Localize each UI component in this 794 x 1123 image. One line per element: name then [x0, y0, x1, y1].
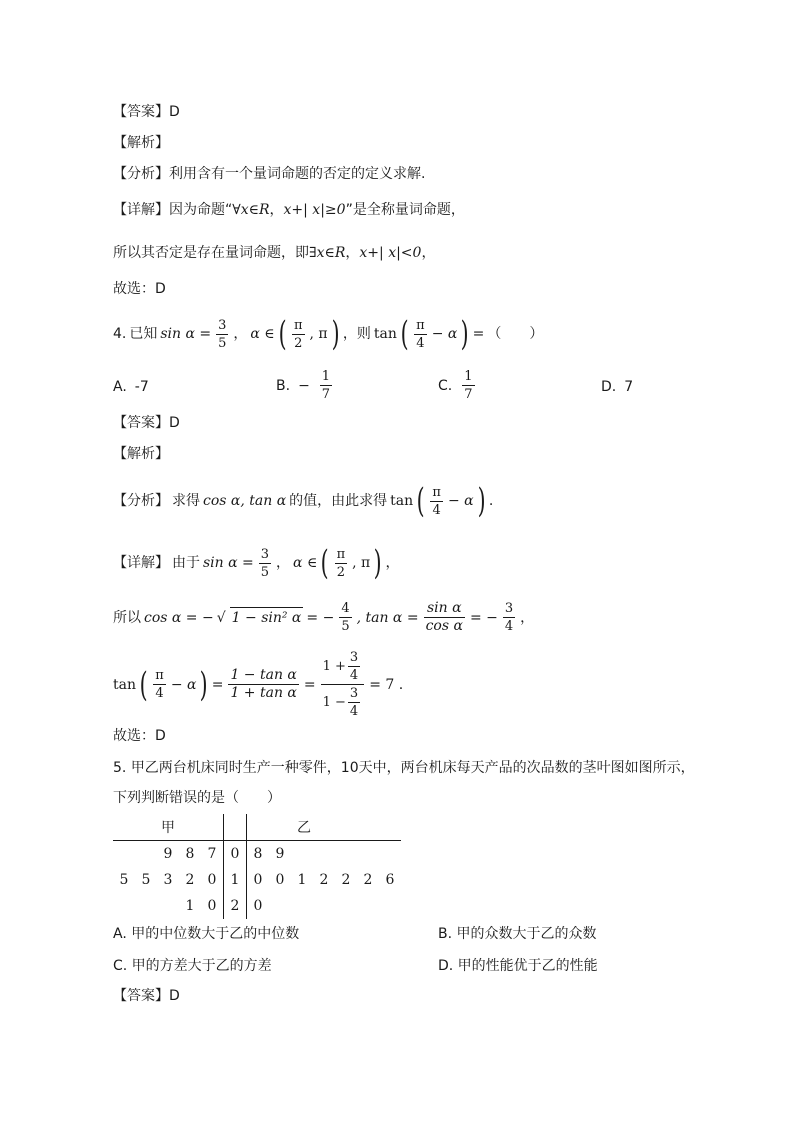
q5-stem-line1: [113, 758, 695, 778]
frac-den: 4: [416, 335, 425, 351]
frac-4-5: [339, 600, 351, 635]
leaf-cell: [269, 893, 291, 919]
q4-fenxi-line: [113, 483, 493, 519]
q5-option-d: D. 甲的性能优于乙的性能: [438, 958, 598, 974]
q5-option-c: C. 甲的方差大于乙的方差: [113, 958, 272, 974]
q4-equals-7: = 7 .: [369, 676, 404, 693]
frac-den: cos α: [425, 618, 463, 634]
frac-3-5: [259, 546, 271, 581]
q3-line2-math2: x+| x|<0: [359, 245, 422, 261]
q4-choice-line: [113, 726, 166, 746]
q4-minus-alpha: − α: [431, 326, 458, 342]
q4-analysis-label: 【解析】: [113, 446, 169, 462]
option-value: -7: [134, 379, 149, 395]
leaf-cell: [357, 893, 379, 919]
q4-option-d: [601, 377, 633, 397]
leaf-cell: 6: [385, 872, 395, 888]
frac-pi-2: [335, 546, 348, 581]
stem-header: [224, 814, 247, 841]
table-row: [113, 893, 401, 919]
right-paren-icon: ): [477, 481, 486, 521]
right-paren-icon: ): [373, 543, 382, 583]
stem-cell: 2: [224, 893, 247, 919]
leaf-cell: [113, 893, 135, 919]
leaf-cell: [135, 841, 157, 868]
inner-frac: [348, 685, 360, 720]
frac-den: 4: [504, 619, 514, 634]
q3-detail-line: [113, 200, 465, 220]
frac-den: 2: [294, 335, 303, 351]
frac-3-5: [216, 317, 228, 352]
leaf-cell: 9: [163, 846, 173, 862]
q5-answer-line: [113, 986, 180, 1006]
frac-num: π: [155, 668, 164, 683]
q3-line2-prefix: 所以其否定是存在量词命题，即: [113, 245, 309, 261]
q3-detail-line2: [113, 243, 435, 263]
leaf-cell: [335, 841, 357, 868]
q4-option-c: [438, 368, 477, 403]
frac-den: 5: [218, 335, 227, 351]
q4-then: ，则: [342, 326, 371, 342]
frac-num: 3: [504, 601, 514, 616]
q4-option-a: [113, 377, 149, 397]
frac-den: 5: [341, 619, 350, 634]
xiangjie-label: 【详解】: [113, 202, 169, 218]
q4-sin-alpha: sin α =: [203, 555, 254, 571]
stem-leaf-table: [113, 814, 401, 919]
q4-cos-eq: cos α = −: [144, 609, 214, 626]
q4-choice-value: D: [155, 728, 166, 744]
q4-tan: tan: [113, 676, 136, 693]
frac-num: π: [432, 484, 441, 500]
q3-fenxi-line: [113, 164, 425, 184]
option-label: C.: [438, 377, 453, 394]
q3-line2-comma: ，: [345, 245, 360, 261]
q4-equals: =: [472, 326, 485, 342]
right-paren-icon: ): [200, 664, 209, 705]
frac-den: 4: [155, 686, 164, 701]
q4-fenxi-prefix: 求得: [172, 493, 200, 509]
q4-comma-pi: , π: [352, 555, 371, 571]
q4-tan-eq: , tan α =: [356, 609, 419, 626]
q3-detail-comma: ，: [269, 202, 284, 218]
q5-option-a: A. 甲的中位数大于乙的中位数: [113, 926, 300, 942]
leaf-cell: 0: [247, 893, 270, 919]
leaf-cell: [157, 893, 179, 919]
frac-sin-cos: [424, 600, 465, 635]
q4-blank: （ ）: [487, 326, 544, 342]
frac-num: [321, 649, 365, 685]
leaf-cell: 8: [185, 846, 195, 862]
q4-stem-prefix: 已知: [129, 326, 158, 342]
minus-sign: −: [298, 377, 310, 394]
compound-prefix: 1 +: [322, 659, 346, 674]
frac-den: 7: [321, 387, 331, 402]
frac-den: 4: [349, 668, 359, 683]
frac-pi-4: [430, 484, 443, 519]
leaf-cell: 2: [185, 872, 195, 888]
q4-comma-pi: , π: [309, 326, 328, 342]
leaf-cell: 1: [185, 898, 195, 914]
q4-fenxi-mid: 的值，由此求得: [289, 493, 388, 509]
frac-den: 1 + tan α: [230, 685, 297, 701]
frac-pi-4: [153, 667, 166, 702]
option-label: D.: [601, 379, 617, 395]
left-paren-icon: (: [139, 664, 148, 705]
frac-compound: [321, 649, 365, 720]
frac-num: 3: [218, 317, 227, 333]
q4-detail-line3: [113, 649, 403, 720]
inner-frac: [348, 649, 360, 684]
q5-stem-line2: 下列判断错误的是（ ）: [113, 790, 281, 806]
frac-num: 3: [260, 546, 270, 562]
q4-answer-value: D: [169, 415, 180, 431]
q4-detail2-prefix: 所以: [113, 609, 141, 626]
stem-cell: 0: [224, 841, 247, 868]
frac-den: [321, 685, 365, 720]
leaf-cell: [313, 841, 335, 868]
q4-detail-line1: [113, 545, 400, 581]
leaf-cell: 1: [297, 872, 307, 888]
q4-number: 4.: [113, 326, 127, 342]
leaf-cell: 0: [207, 898, 217, 914]
table-header-row: [113, 814, 401, 841]
q4-comma: ，: [276, 555, 291, 571]
leaf-cell: 2: [341, 872, 351, 888]
table-row: [113, 867, 401, 893]
q5-stem-text1: 甲乙两台机床同时生产一种零件，10天中，两台机床每天产品的次品数的茎叶图如图所示，: [130, 760, 695, 776]
q3-line2-suffix: ，: [421, 245, 436, 261]
xiangjie-label: 【详解】: [113, 555, 169, 571]
q4-answer-line: [113, 413, 180, 433]
option-label: A.: [113, 379, 127, 395]
q3-detail-math2: x+| x|≥0: [283, 202, 346, 218]
q4-eq-minus: = −: [469, 609, 498, 626]
leaf-cell: 0: [207, 872, 217, 888]
frac-num: sin α: [424, 600, 465, 618]
option-value: 7: [624, 379, 634, 395]
q5-number: 5.: [113, 760, 127, 776]
answer-label: 【答案】: [113, 988, 169, 1004]
left-paren-icon: (: [320, 543, 329, 583]
leaf-cell: 7: [207, 846, 217, 862]
leaf-cell: 2: [363, 872, 373, 888]
q4-fenxi-end: .: [488, 493, 494, 509]
q3-detail-suffix: ”是全称量词命题，: [345, 202, 465, 218]
q4-detail1-prefix: 由于: [172, 555, 200, 571]
frac-den: 5: [260, 564, 270, 580]
leaf-cell: [379, 893, 401, 919]
left-header: 甲: [113, 814, 224, 841]
q3-choice-value: D: [155, 281, 166, 297]
q4-tan: tan: [373, 326, 397, 342]
answer-label: 【答案】: [113, 104, 169, 120]
q3-line2-math1: ∃x∈R: [309, 245, 346, 261]
option-frac: [462, 368, 474, 403]
q4-option-b: [276, 368, 334, 403]
frac-pi-4: [414, 317, 427, 352]
leaf-cell: 3: [163, 872, 173, 888]
q4-equals: =: [211, 676, 224, 693]
q4-equals: =: [303, 676, 316, 693]
frac-num: π: [336, 546, 346, 562]
q3-analysis-label: 【解析】: [113, 135, 169, 151]
choice-label: 故选：: [113, 728, 155, 744]
compound-prefix: 1 −: [322, 695, 346, 710]
q3-fenxi-text: 利用含有一个量词命题的否定的定义求解.: [169, 166, 426, 182]
left-paren-icon: (: [278, 314, 287, 354]
q3-detail-math1: ∀x∈R: [232, 202, 270, 218]
frac-num: 1: [464, 369, 473, 384]
table-row: [113, 841, 401, 868]
frac-den: 7: [464, 387, 473, 402]
q4-fenxi-math: cos α, tan α: [203, 493, 287, 509]
frac-num: 1: [321, 369, 331, 384]
leaf-cell: [291, 841, 313, 868]
frac-num: π: [293, 317, 303, 333]
q3-choice-line: [113, 279, 166, 299]
frac-den: 4: [349, 704, 359, 719]
q4-detail2-end: ，: [520, 609, 535, 626]
frac-num: 4: [341, 601, 350, 616]
stem-cell: 1: [224, 867, 247, 893]
frac-3-4: [503, 600, 515, 635]
frac-num: 3: [349, 650, 359, 665]
q4-minus-alpha: − α: [170, 676, 197, 693]
leaf-cell: [113, 841, 135, 868]
frac-tan-ratio: [228, 667, 298, 702]
choice-label: 故选：: [113, 281, 155, 297]
q4-sin-alpha: sin α =: [160, 326, 212, 342]
leaf-cell: 9: [275, 846, 285, 862]
answer-label: 【答案】: [113, 415, 169, 431]
leaf-cell: [291, 893, 313, 919]
right-header: 乙: [247, 814, 402, 841]
leaf-cell: [335, 893, 357, 919]
option-label: B.: [276, 377, 291, 394]
right-paren-icon: ): [331, 314, 340, 354]
frac-num: 3: [349, 686, 359, 701]
leaf-cell: 2: [319, 872, 329, 888]
q4-detail-line2: [113, 600, 534, 635]
q4-minus-alpha: − α: [447, 493, 474, 509]
right-paren-icon: ): [460, 314, 469, 354]
sqrt-icon: √: [216, 609, 226, 626]
q3-detail-prefix: 因为命题“: [169, 202, 233, 218]
leaf-cell: 5: [141, 872, 151, 888]
q4-comma: ，: [233, 326, 248, 342]
q4-stem: [113, 316, 543, 352]
frac-den: 4: [432, 502, 441, 518]
q5-answer-value: D: [169, 988, 180, 1004]
q4-eq-minus: = −: [306, 609, 335, 626]
leaf-cell: 5: [119, 872, 129, 888]
leaf-cell: [313, 893, 335, 919]
q4-tan: tan: [390, 493, 414, 509]
frac-pi-2: [292, 317, 305, 352]
q4-alpha-in: α ∈: [293, 555, 318, 571]
frac-den: 2: [336, 564, 345, 580]
q4-alpha-in: α ∈: [250, 326, 275, 342]
q4-detail1-end: ，: [385, 555, 400, 571]
leaf-cell: 8: [247, 841, 270, 868]
q4-sqrt-content: 1 − sin² α: [230, 607, 304, 628]
leaf-cell: 0: [275, 872, 285, 888]
q5-option-b: B. 甲的众数大于乙的众数: [438, 926, 597, 942]
frac-num: 1 − tan α: [230, 667, 297, 683]
leaf-cell: [379, 841, 401, 868]
q3-answer-line: [113, 102, 180, 122]
leaf-cell: [357, 841, 379, 868]
fenxi-label: 【分析】: [113, 493, 169, 509]
leaf-cell: [135, 893, 157, 919]
left-paren-icon: (: [400, 314, 409, 354]
fenxi-label: 【分析】: [113, 166, 169, 182]
leaf-cell: 0: [247, 867, 270, 893]
left-paren-icon: (: [416, 481, 425, 521]
q3-answer-value: D: [169, 104, 180, 120]
option-frac: [320, 368, 332, 403]
frac-num: π: [416, 317, 425, 333]
